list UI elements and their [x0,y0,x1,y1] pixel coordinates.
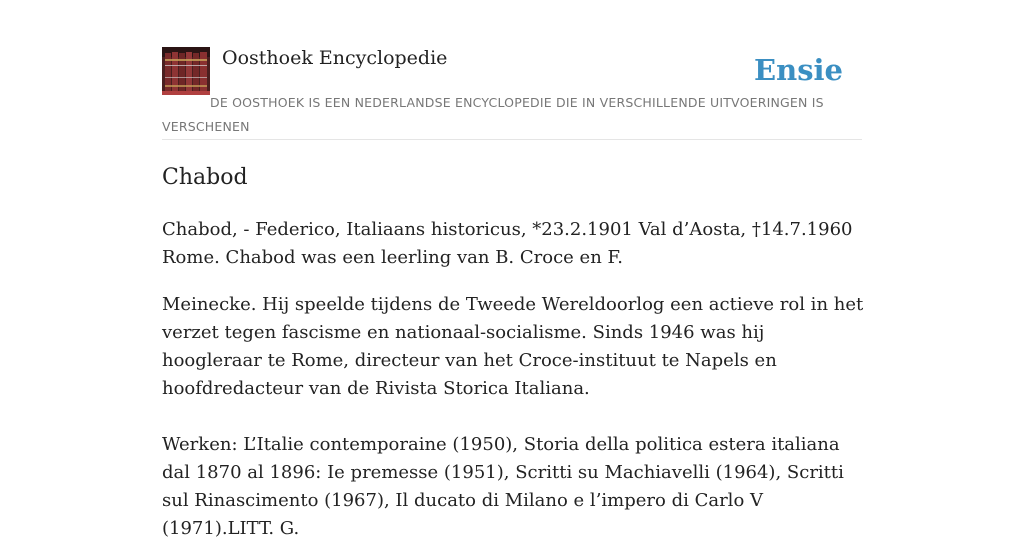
books-icon [162,47,210,95]
ensie-logo[interactable]: Ensie [754,53,843,87]
article-paragraph: Meinecke. Hij speelde tijdens de Tweede Wereldoorlog een actieve rol in het verzet tegen fascisme en nationaal-socialisme. Sinds 1946 was hij hoogleraar te Rome, directeur van het Croce-instituut te Napels en hoofdredacteur van de Rivista Storica Italiana. [162,294,864,399]
article-paragraph: Werken: L’Italie contemporaine (1950), Storia della politica estera italiana dal 1870 al 1896: Ie premesse (1951), Scritti su Machiavelli (1964), Scritti sul Rinascimento (1967), Il ducato di Milano e l’impero di Carlo V (1971).LITT. G. [162,434,844,539]
encyclopedia-books-avatar[interactable] [162,47,210,95]
site-tagline: DE OOSTHOEK IS EEN NEDERLANDSE ENCYCLOPEDIE DIE IN VERSCHILLENDE UITVOERINGEN IS VERSCHENEN [162,95,824,134]
article-body [162,216,868,543]
article-paragraph: Chabod, - Federico, Italiaans historicus, *23.2.1901 Val d’Aosta, †14.7.1960 Rome. Chabod was een leerling van B. Croce en F. [162,219,853,268]
page-title: Chabod [162,165,248,190]
site-header [162,46,862,140]
site-name[interactable]: Oosthoek Encyclopedie [222,47,448,69]
